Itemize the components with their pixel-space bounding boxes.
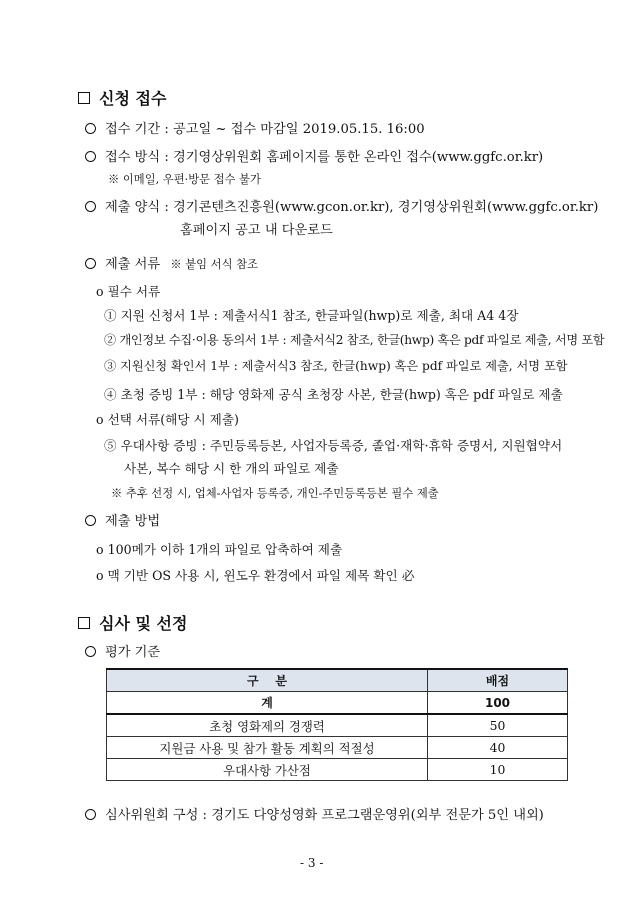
evaluation-table: [106, 668, 568, 781]
item-form-cont: 홈페이지 공고 내 다운로드: [180, 223, 333, 238]
circle-bullet-icon: [85, 258, 96, 269]
item-period: [85, 118, 425, 137]
required-item-1: ① 지원 신청서 1부 : 제출서식1 참조, 한글파일(hwp)로 제출, 최대 A4 4장: [104, 308, 519, 323]
circle-bullet-icon: [85, 201, 96, 212]
item-text: 제출 양식 : 경기콘텐츠진흥원(www.gcon.or.kr), 경기영상위원회(www.ggfc.or.kr): [105, 200, 599, 215]
item-text: 접수 방식 : 경기영상위원회 홈페이지를 통한 온라인 접수(www.ggfc.or.kr): [105, 150, 544, 165]
total-label: 계: [107, 692, 428, 715]
header-score: 배점: [428, 669, 568, 692]
circle-bullet-icon: [85, 151, 96, 162]
total-score: 100: [428, 692, 568, 715]
row-category: 지원금 사용 및 참가 활동 계획의 적절성: [107, 737, 428, 759]
circle-bullet-icon: [85, 809, 96, 820]
method-item-2: o 맥 기반 OS 사용 시, 윈도우 환경에서 파일 제목 확인 必: [96, 568, 415, 583]
row-score: 40: [428, 737, 568, 759]
row-score: 50: [428, 714, 568, 737]
section-title: 신청 접수: [99, 89, 167, 108]
table-row: [107, 737, 568, 759]
item-text: 제출 방법: [105, 514, 161, 529]
row-category: 우대사항 가산점: [107, 759, 428, 781]
circle-bullet-icon: [85, 646, 96, 657]
circle-bullet-icon: [85, 123, 96, 134]
optional-note: ※ 추후 선정 시, 업체-사업자 등록증, 개인-주민등록등본 필수 제출: [111, 487, 439, 500]
optional-item-1: ⑤ 우대사항 증빙 : 주민등록등본, 사업자등록증, 졸업·재학·휴학 증명서, 지원협약서: [104, 438, 563, 453]
checkbox-square-icon: [78, 92, 90, 104]
section-heading-review: [78, 611, 187, 634]
header-category: 구 분: [107, 669, 428, 692]
item-submit-method: [85, 510, 160, 529]
item-text: 접수 기간 : 공고일 ~ 접수 마감일 2019.05.15. 16:00: [105, 122, 425, 137]
page-number: - 3 -: [300, 856, 324, 870]
item-text: 제출 서류: [105, 257, 161, 272]
method-item-1: o 100메가 이하 1개의 파일로 압축하여 제출: [96, 542, 343, 557]
item-text: 평가 기준: [105, 645, 161, 660]
table-row: [107, 714, 568, 737]
optional-title: o 선택 서류(해당 시 제출): [96, 412, 239, 427]
item-committee: [85, 804, 544, 823]
note-method: ※ 이메일, 우편·방문 접수 불가: [108, 173, 261, 186]
item-form: [85, 196, 598, 215]
item-criteria: [85, 641, 160, 660]
item-method: [85, 146, 543, 165]
row-category: 초청 영화제의 경쟁력: [107, 714, 428, 737]
required-title: o 필수 서류: [96, 284, 161, 299]
row-score: 10: [428, 759, 568, 781]
required-item-3: ③ 지원신청 확인서 1부 : 제출서식3 참조, 한글(hwp) 혹은 pdf 파일로 제출, 서명 포함: [104, 359, 568, 373]
checkbox-square-icon: [78, 617, 90, 629]
circle-bullet-icon: [85, 515, 96, 526]
section-title: 심사 및 선정: [99, 614, 188, 633]
optional-item-1-cont: 사본, 복수 해당 시 한 개의 파일로 제출: [124, 461, 339, 476]
docs-note: ※ 붙임 서식 참조: [170, 258, 258, 271]
section-heading-application: [78, 86, 166, 109]
item-docs: [85, 253, 258, 272]
required-item-4: ④ 초청 증빙 1부 : 해당 영화제 공식 초청장 사본, 한글(hwp) 혹은 pdf 파일로 제출: [104, 387, 563, 402]
table-header-row: [107, 669, 568, 692]
item-text: 심사위원회 구성 : 경기도 다양성영화 프로그램운영위(외부 전문가 5인 내외): [105, 808, 544, 823]
required-item-2: ② 개인정보 수집·이용 동의서 1부 : 제출서식2 참조, 한글(hwp) 혹은 pdf 파일로 제출, 서명 포함: [104, 333, 605, 347]
table-row: [107, 759, 568, 781]
table-total-row: [107, 692, 568, 715]
